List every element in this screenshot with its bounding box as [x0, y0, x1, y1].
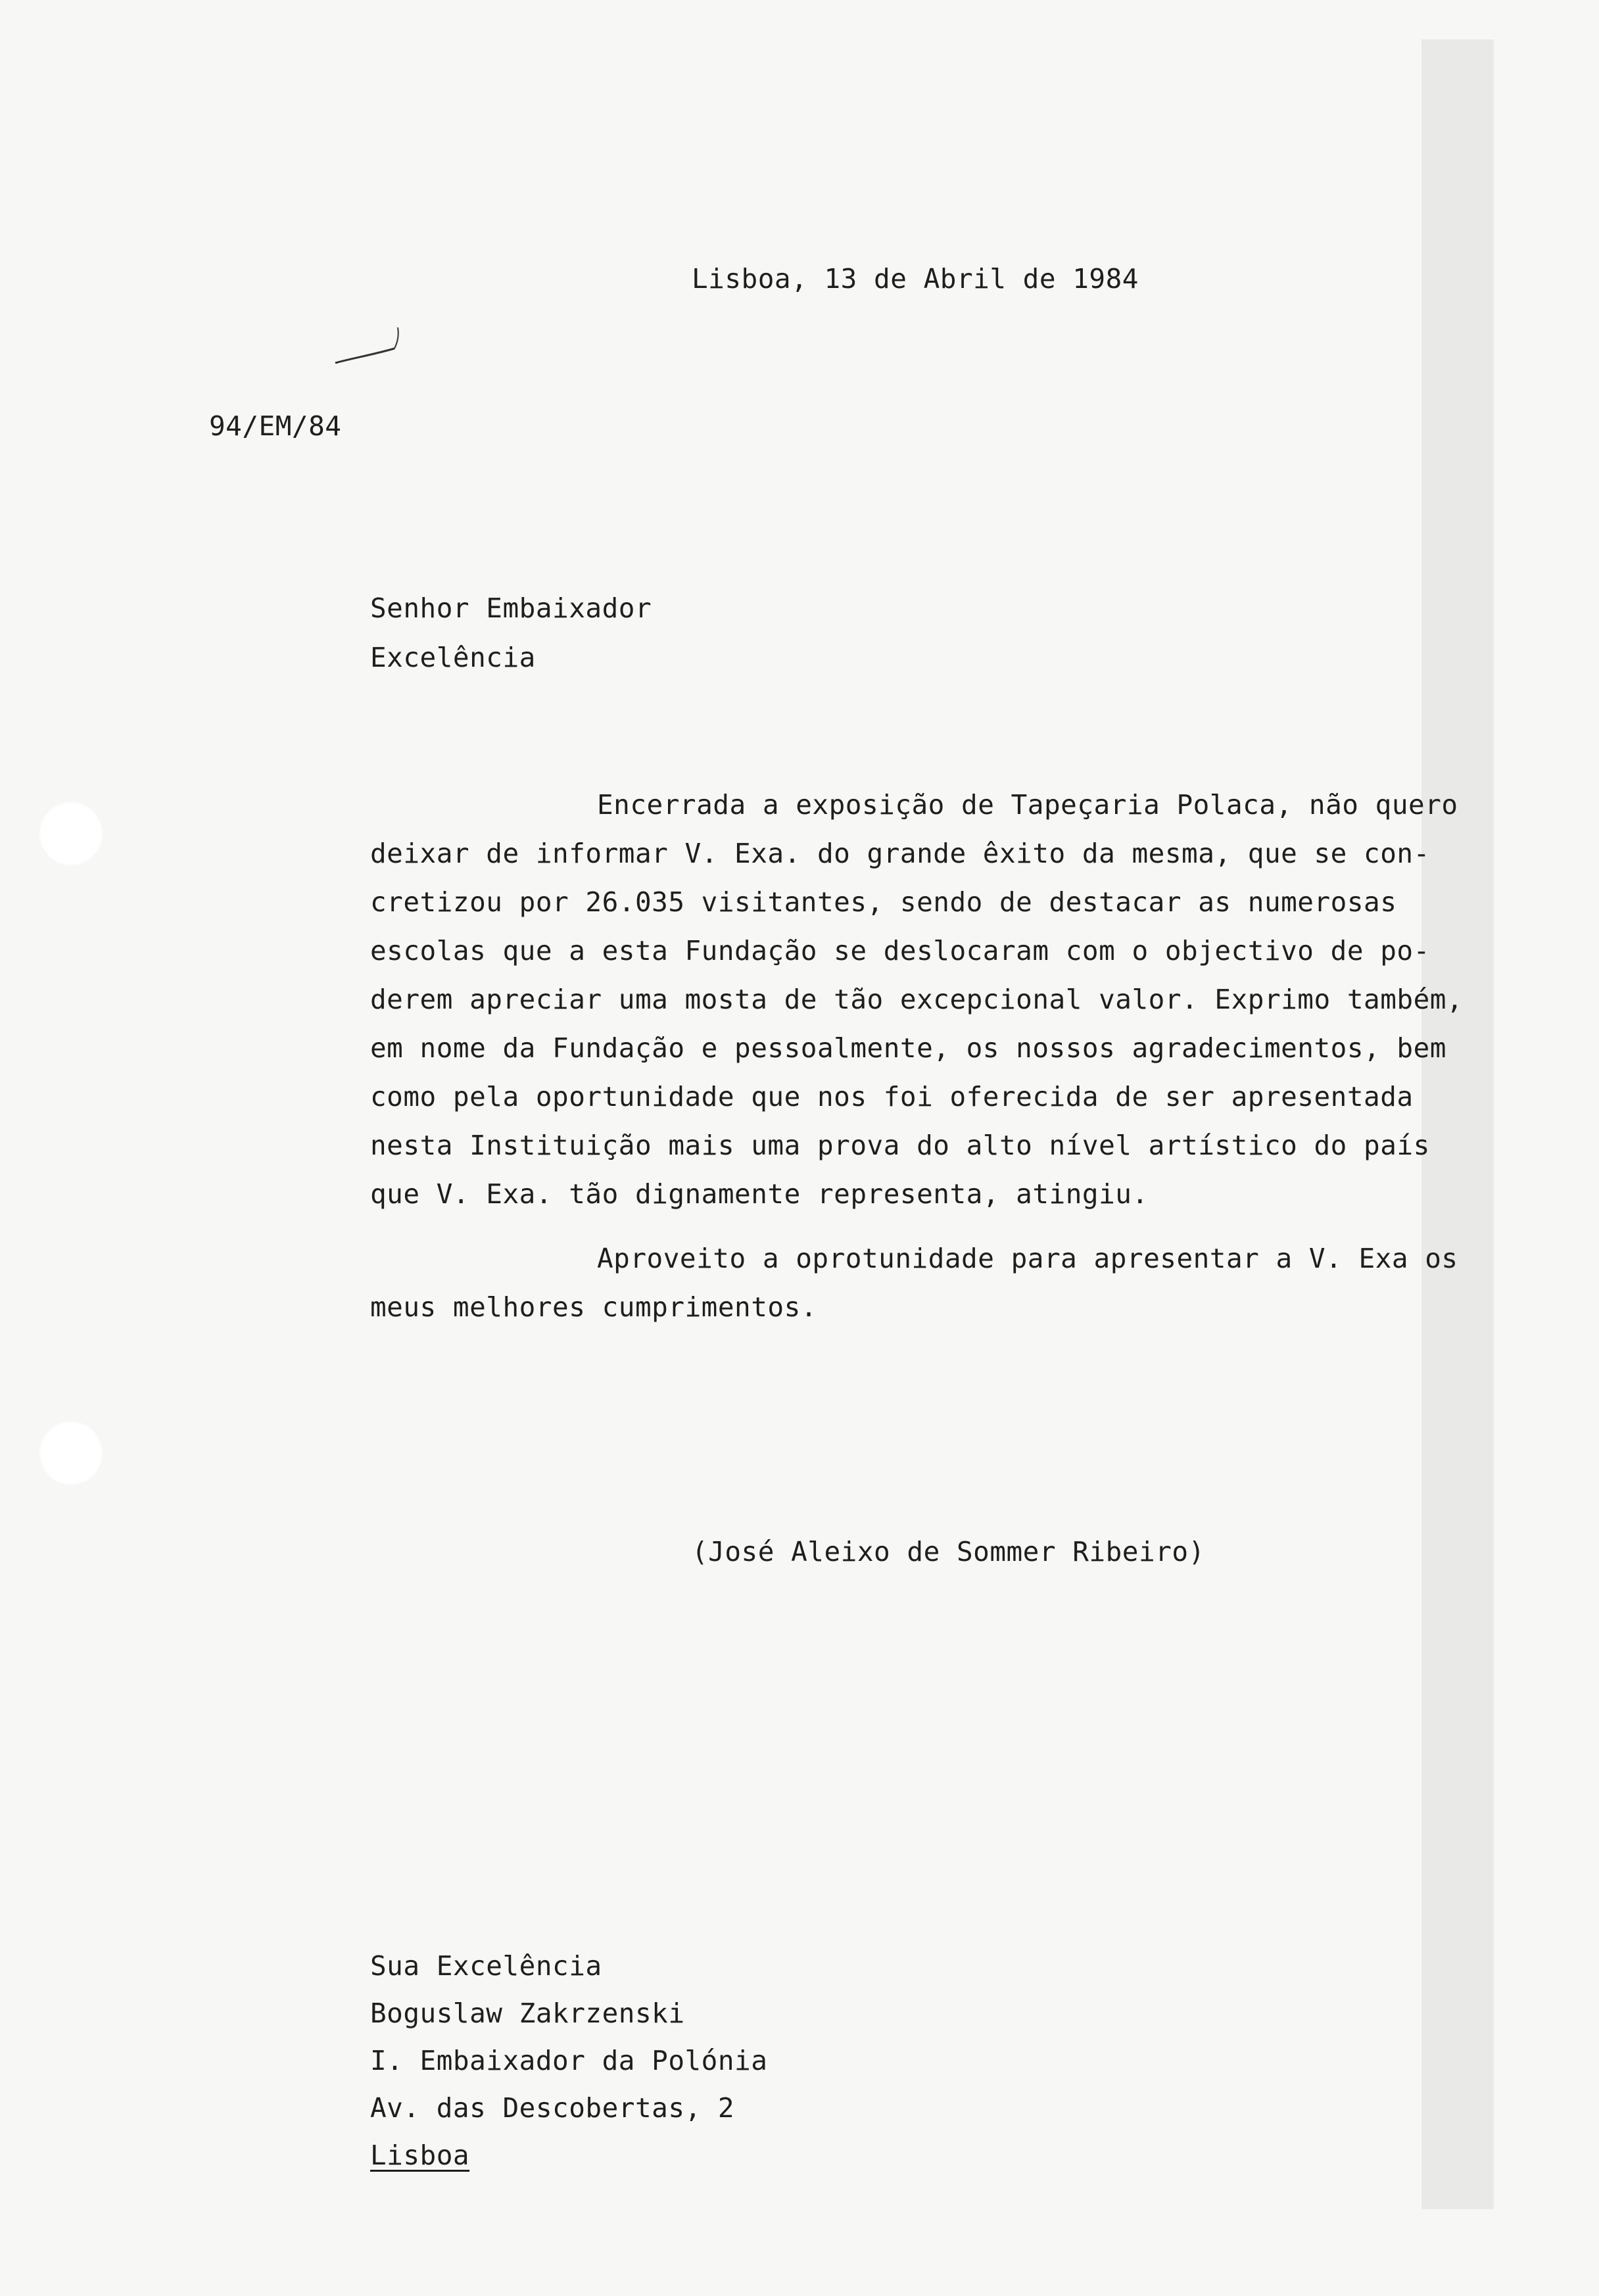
body-line: em nome da Fundação e pessoalmente, os nossos agradecimentos, bem [370, 1032, 1446, 1064]
recipient-line: Av. das Descobertas, 2 [370, 2092, 735, 2124]
body-line: Encerrada a exposição de Tapeçaria Polaca, não quero [597, 789, 1458, 821]
closing-line: meus melhores cumprimentos. [370, 1291, 817, 1323]
closing-line: Aproveito a oprotunidade para apresentar a V. Exa os [597, 1243, 1458, 1274]
recipient-city: Lisboa [370, 2140, 470, 2171]
recipient-line: Boguslaw Zakrzenski [370, 1997, 685, 2029]
punch-hole-top [38, 801, 104, 867]
body-line: derem apreciar uma mosta de tão excepcional valor. Exprimo também, [370, 984, 1464, 1015]
punch-hole-bottom [38, 1420, 104, 1486]
recipient-line: Sua Excelência [370, 1950, 602, 1982]
body-line: nesta Instituição mais uma prova do alto nível artístico do país [370, 1130, 1430, 1161]
pen-mark-icon [332, 322, 404, 368]
body-line: escolas que a esta Fundação se deslocaram com o objectivo de po- [370, 935, 1430, 967]
recipient-line: I. Embaixador da Polónia [370, 2045, 768, 2076]
signature-name: (José Aleixo de Sommer Ribeiro) [692, 1536, 1205, 1567]
body-line: que V. Exa. tão dignamente representa, atingiu. [370, 1178, 1149, 1210]
letterhead-watermark [1408, 39, 1507, 2209]
salutation-excellency: Excelência [370, 642, 536, 673]
body-line: como pela oportunidade que nos foi oferecida de ser apresentada [370, 1081, 1414, 1112]
salutation-title: Senhor Embaixador [370, 592, 652, 624]
date-line: Lisboa, 13 de Abril de 1984 [692, 263, 1139, 295]
reference-number: 94/EM/84 [209, 410, 342, 442]
body-line: cretizou por 26.035 visitantes, sendo de destacar as numerosas [370, 886, 1397, 918]
body-line: deixar de informar V. Exa. do grande êxito da mesma, que se con- [370, 838, 1430, 869]
